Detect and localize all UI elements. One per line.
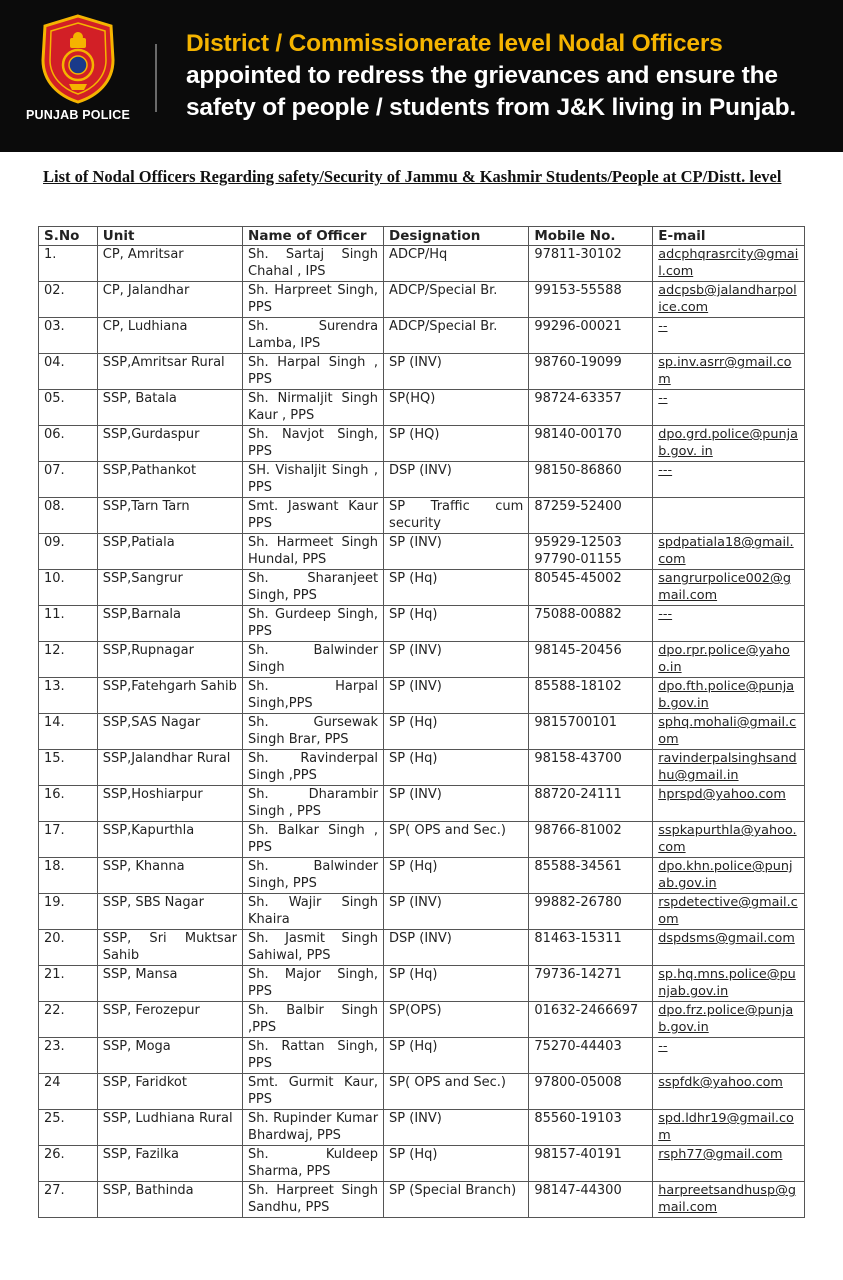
- cell-designation: SP (Hq): [384, 966, 529, 1002]
- cell-designation: SP (Hq): [384, 858, 529, 894]
- cell-email[interactable]: sangrurpolice002@gmail.com: [653, 570, 805, 606]
- table-row: [39, 750, 805, 786]
- table-row: [39, 1146, 805, 1182]
- cell-name: Sh. Sharanjeet Singh, PPS: [243, 570, 384, 606]
- cell-unit: SSP,Jalandhar Rural: [97, 750, 242, 786]
- cell-designation: SP (INV): [384, 642, 529, 678]
- column-header-sno: S.No: [39, 227, 98, 246]
- table-row: [39, 246, 805, 282]
- table-row: [39, 930, 805, 966]
- cell-sno: 26.: [39, 1146, 98, 1182]
- cell-designation: SP (Hq): [384, 750, 529, 786]
- cell-email[interactable]: dpo.khn.police@punjab.gov.in: [653, 858, 805, 894]
- cell-designation: SP (INV): [384, 354, 529, 390]
- column-header-email: E-mail: [653, 227, 805, 246]
- cell-unit: SSP, Fazilka: [97, 1146, 242, 1182]
- table-row: [39, 534, 805, 570]
- cell-email[interactable]: adcpsb@jalandharpolice.com: [653, 282, 805, 318]
- cell-name: Sh. Rattan Singh, PPS: [243, 1038, 384, 1074]
- cell-sno: 23.: [39, 1038, 98, 1074]
- cell-sno: 1.: [39, 246, 98, 282]
- cell-unit: SSP,Hoshiarpur: [97, 786, 242, 822]
- cell-mobile: 98145-20456: [529, 642, 653, 678]
- cell-designation: DSP (INV): [384, 930, 529, 966]
- table-row: [39, 894, 805, 930]
- cell-email[interactable]: rspdetective@gmail.com: [653, 894, 805, 930]
- brand-label: PUNJAB POLICE: [25, 108, 130, 122]
- cell-email[interactable]: spd.ldhr19@gmail.com: [653, 1110, 805, 1146]
- table-row: [39, 714, 805, 750]
- cell-sno: 27.: [39, 1182, 98, 1218]
- cell-sno: 20.: [39, 930, 98, 966]
- cell-name: Sh. Harpreet Singh, PPS: [243, 282, 384, 318]
- cell-mobile: 85588-34561: [529, 858, 653, 894]
- cell-sno: 10.: [39, 570, 98, 606]
- cell-mobile: 88720-24111: [529, 786, 653, 822]
- cell-email[interactable]: dpo.grd.police@punjab.gov. in: [653, 426, 805, 462]
- cell-name: Sh. Balwinder Singh: [243, 642, 384, 678]
- cell-mobile: 01632-2466697: [529, 1002, 653, 1038]
- cell-unit: SSP, Mansa: [97, 966, 242, 1002]
- cell-mobile: 79736-14271: [529, 966, 653, 1002]
- cell-mobile: 95929-12503 97790-01155: [529, 534, 653, 570]
- table-row: [39, 678, 805, 714]
- cell-name: Sh. Gursewak Singh Brar, PPS: [243, 714, 384, 750]
- cell-unit: CP, Ludhiana: [97, 318, 242, 354]
- cell-unit: SSP,Fatehgarh Sahib: [97, 678, 242, 714]
- cell-designation: SP(HQ): [384, 390, 529, 426]
- cell-mobile: 99882-26780: [529, 894, 653, 930]
- cell-sno: 07.: [39, 462, 98, 498]
- cell-designation: SP(OPS): [384, 1002, 529, 1038]
- cell-mobile: 99296-00021: [529, 318, 653, 354]
- header-divider: [155, 44, 157, 112]
- cell-sno: 12.: [39, 642, 98, 678]
- cell-sno: 15.: [39, 750, 98, 786]
- cell-unit: SSP, Ferozepur: [97, 1002, 242, 1038]
- column-header-designation: Designation: [384, 227, 529, 246]
- cell-mobile: 9815700101: [529, 714, 653, 750]
- cell-name: Sh. Ravinderpal Singh ,PPS: [243, 750, 384, 786]
- cell-designation: SP (HQ): [384, 426, 529, 462]
- table-row: [39, 498, 805, 534]
- cell-sno: 16.: [39, 786, 98, 822]
- cell-mobile: 98760-19099: [529, 354, 653, 390]
- cell-mobile: 98150-86860: [529, 462, 653, 498]
- cell-sno: 08.: [39, 498, 98, 534]
- cell-sno: 11.: [39, 606, 98, 642]
- cell-unit: SSP,Gurdaspur: [97, 426, 242, 462]
- punjab-police-badge-icon: [39, 14, 117, 104]
- cell-designation: SP (INV): [384, 534, 529, 570]
- cell-mobile: 99153-55588: [529, 282, 653, 318]
- cell-name: SH. Vishaljit Singh , PPS: [243, 462, 384, 498]
- cell-email[interactable]: hprspd@yahoo.com: [653, 786, 805, 822]
- cell-name: Sh. Navjot Singh, PPS: [243, 426, 384, 462]
- cell-unit: CP, Amritsar: [97, 246, 242, 282]
- cell-name: Sh. Balkar Singh , PPS: [243, 822, 384, 858]
- cell-mobile: 85588-18102: [529, 678, 653, 714]
- cell-name: Sh. Sartaj Singh Chahal , IPS: [243, 246, 384, 282]
- cell-email[interactable]: sspkapurthla@yahoo.com: [653, 822, 805, 858]
- table-row: [39, 966, 805, 1002]
- cell-sno: 18.: [39, 858, 98, 894]
- cell-name: Sh. Jasmit Singh Sahiwal, PPS: [243, 930, 384, 966]
- table-row: [39, 354, 805, 390]
- cell-name: Smt. Jaswant Kaur PPS: [243, 498, 384, 534]
- table-row: [39, 858, 805, 894]
- table-row: [39, 1182, 805, 1218]
- cell-sno: 25.: [39, 1110, 98, 1146]
- cell-unit: SSP,SAS Nagar: [97, 714, 242, 750]
- cell-email: ---: [653, 462, 805, 498]
- cell-name: Sh. Surendra Lamba, IPS: [243, 318, 384, 354]
- cell-sno: 06.: [39, 426, 98, 462]
- cell-mobile: 85560-19103: [529, 1110, 653, 1146]
- cell-email[interactable]: harpreetsandhusp@gmail.com: [653, 1182, 805, 1218]
- table-row: [39, 1038, 805, 1074]
- cell-mobile: 75270-44403: [529, 1038, 653, 1074]
- cell-sno: 05.: [39, 390, 98, 426]
- cell-designation: SP (INV): [384, 678, 529, 714]
- cell-name: Sh. Harpreet Singh Sandhu, PPS: [243, 1182, 384, 1218]
- cell-sno: 21.: [39, 966, 98, 1002]
- table-row: [39, 606, 805, 642]
- cell-name: Sh. Major Singh, PPS: [243, 966, 384, 1002]
- cell-mobile: 97811-30102: [529, 246, 653, 282]
- cell-designation: ADCP/Special Br.: [384, 282, 529, 318]
- cell-mobile: 75088-00882: [529, 606, 653, 642]
- table-row: [39, 642, 805, 678]
- cell-mobile: 98157-40191: [529, 1146, 653, 1182]
- cell-name: Sh. Kuldeep Sharma, PPS: [243, 1146, 384, 1182]
- cell-email: --: [653, 1038, 805, 1074]
- cell-sno: 02.: [39, 282, 98, 318]
- column-header-name: Name of Officer: [243, 227, 384, 246]
- cell-email[interactable]: dpo.rpr.police@yahoo.in: [653, 642, 805, 678]
- cell-name: Sh. Harmeet Singh Hundal, PPS: [243, 534, 384, 570]
- nodal-officers-table: [38, 226, 805, 1218]
- cell-mobile: 87259-52400: [529, 498, 653, 534]
- cell-designation: SP (INV): [384, 786, 529, 822]
- cell-unit: CP, Jalandhar: [97, 282, 242, 318]
- cell-mobile: 98158-43700: [529, 750, 653, 786]
- cell-mobile: 98140-00170: [529, 426, 653, 462]
- cell-unit: SSP,Kapurthla: [97, 822, 242, 858]
- cell-designation: SP (Hq): [384, 606, 529, 642]
- cell-sno: 19.: [39, 894, 98, 930]
- cell-sno: 04.: [39, 354, 98, 390]
- logo-block: [22, 14, 134, 122]
- cell-name: Sh. Balbir Singh ,PPS: [243, 1002, 384, 1038]
- cell-email: --: [653, 390, 805, 426]
- cell-unit: SSP,Barnala: [97, 606, 242, 642]
- cell-designation: SP Traffic cum security: [384, 498, 529, 534]
- cell-email[interactable]: sp.hq.mns.police@punjab.gov.in: [653, 966, 805, 1002]
- cell-name: Sh. Gurdeep Singh, PPS: [243, 606, 384, 642]
- table-body: [39, 246, 805, 1218]
- cell-mobile: 98724-63357: [529, 390, 653, 426]
- cell-sno: 03.: [39, 318, 98, 354]
- cell-email: [653, 498, 805, 534]
- headline-line-2: appointed to redress the grievances and ensure the: [186, 62, 778, 89]
- cell-designation: DSP (INV): [384, 462, 529, 498]
- cell-sno: 22.: [39, 1002, 98, 1038]
- cell-designation: SP (INV): [384, 1110, 529, 1146]
- cell-designation: SP (Special Branch): [384, 1182, 529, 1218]
- cell-designation: SP (INV): [384, 894, 529, 930]
- cell-unit: SSP,Pathankot: [97, 462, 242, 498]
- cell-sno: 09.: [39, 534, 98, 570]
- cell-name: Sh. Balwinder Singh, PPS: [243, 858, 384, 894]
- cell-email[interactable]: dpo.fth.police@punjab.gov.in: [653, 678, 805, 714]
- cell-email[interactable]: spdpatiala18@gmail.com: [653, 534, 805, 570]
- cell-mobile: 98147-44300: [529, 1182, 653, 1218]
- cell-sno: 17.: [39, 822, 98, 858]
- headline-line-3: safety of people / students from J&K living in Punjab.: [186, 94, 796, 121]
- table-row: [39, 318, 805, 354]
- cell-sno: 24: [39, 1074, 98, 1110]
- table-row: [39, 1074, 805, 1110]
- table-row: [39, 390, 805, 426]
- cell-designation: SP (Hq): [384, 1038, 529, 1074]
- header-banner: [0, 0, 843, 152]
- cell-unit: SSP, SBS Nagar: [97, 894, 242, 930]
- cell-unit: SSP,Amritsar Rural: [97, 354, 242, 390]
- cell-designation: SP (Hq): [384, 570, 529, 606]
- cell-unit: SSP, Ludhiana Rural: [97, 1110, 242, 1146]
- cell-name: Sh. Harpal Singh , PPS: [243, 354, 384, 390]
- cell-unit: SSP, Moga: [97, 1038, 242, 1074]
- cell-email[interactable]: sspfdk@yahoo.com: [653, 1074, 805, 1110]
- cell-email[interactable]: ravinderpalsinghsandhu@gmail.in: [653, 750, 805, 786]
- table-row: [39, 786, 805, 822]
- cell-unit: SSP,Sangrur: [97, 570, 242, 606]
- cell-designation: SP (Hq): [384, 1146, 529, 1182]
- cell-mobile: 81463-15311: [529, 930, 653, 966]
- cell-email[interactable]: rsph77@gmail.com: [653, 1146, 805, 1182]
- cell-email: ---: [653, 606, 805, 642]
- cell-name: Smt. Gurmit Kaur, PPS: [243, 1074, 384, 1110]
- column-header-mobile: Mobile No.: [529, 227, 653, 246]
- table-header-row: [39, 227, 805, 246]
- table-row: [39, 1110, 805, 1146]
- table-row: [39, 822, 805, 858]
- table-row: [39, 426, 805, 462]
- table-row: [39, 1002, 805, 1038]
- cell-name: Sh. Nirmaljit Singh Kaur , PPS: [243, 390, 384, 426]
- headline: [186, 28, 836, 124]
- cell-designation: ADCP/Hq: [384, 246, 529, 282]
- cell-unit: SSP,Tarn Tarn: [97, 498, 242, 534]
- cell-unit: SSP, Batala: [97, 390, 242, 426]
- cell-mobile: 97800-05008: [529, 1074, 653, 1110]
- document-title: List of Nodal Officers Regarding safety/Security of Jammu & Kashmir Students/People at CP/Distt. level: [43, 167, 782, 186]
- cell-unit: SSP, Khanna: [97, 858, 242, 894]
- cell-designation: SP( OPS and Sec.): [384, 1074, 529, 1110]
- cell-unit: SSP, Bathinda: [97, 1182, 242, 1218]
- cell-unit: SSP, Faridkot: [97, 1074, 242, 1110]
- cell-name: Sh. Wajir Singh Khaira: [243, 894, 384, 930]
- table-row: [39, 570, 805, 606]
- headline-line-1: District / Commissionerate level Nodal Officers: [186, 30, 723, 57]
- cell-email: --: [653, 318, 805, 354]
- cell-designation: ADCP/Special Br.: [384, 318, 529, 354]
- cell-name: Sh. Rupinder Kumar Bhardwaj, PPS: [243, 1110, 384, 1146]
- table-row: [39, 282, 805, 318]
- cell-designation: SP (Hq): [384, 714, 529, 750]
- cell-mobile: 98766-81002: [529, 822, 653, 858]
- cell-designation: SP( OPS and Sec.): [384, 822, 529, 858]
- cell-unit: SSP, Sri Muktsar Sahib: [97, 930, 242, 966]
- cell-email[interactable]: adcphqrasrcity@gmail.com: [653, 246, 805, 282]
- column-header-unit: Unit: [97, 227, 242, 246]
- cell-email[interactable]: sphq.mohali@gmail.com: [653, 714, 805, 750]
- cell-email[interactable]: dpo.frz.police@punjab.gov.in: [653, 1002, 805, 1038]
- cell-unit: SSP,Rupnagar: [97, 642, 242, 678]
- table-row: [39, 462, 805, 498]
- cell-mobile: 80545-45002: [529, 570, 653, 606]
- cell-name: Sh. Dharambir Singh , PPS: [243, 786, 384, 822]
- cell-sno: 14.: [39, 714, 98, 750]
- cell-email[interactable]: dspdsms@gmail.com: [653, 930, 805, 966]
- cell-email[interactable]: sp.inv.asrr@gmail.com: [653, 354, 805, 390]
- cell-unit: SSP,Patiala: [97, 534, 242, 570]
- cell-name: Sh. Harpal Singh,PPS: [243, 678, 384, 714]
- cell-sno: 13.: [39, 678, 98, 714]
